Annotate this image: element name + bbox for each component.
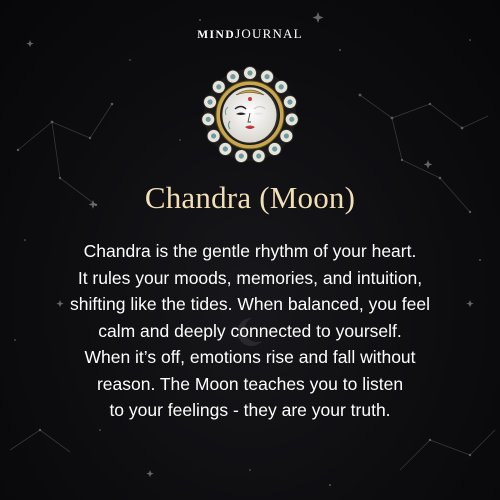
sun-moon-emblem-icon xyxy=(197,62,303,168)
brand-logo xyxy=(0,26,500,42)
brand-logo-part2: JOURNAL xyxy=(235,26,303,41)
page-title: Chandra (Moon) xyxy=(144,180,356,215)
body-line: It rules your moods, memories, and intuition, xyxy=(77,267,423,288)
body-line: Chandra is the gentle rhythm of your heart. xyxy=(83,241,417,261)
brand-logo-part1: MIND xyxy=(197,29,236,41)
body-line: shifting like the tides. When balanced, you feel xyxy=(70,294,430,314)
body-line: to your feelings - they are your truth. xyxy=(109,400,391,420)
body-line: When it’s off, emotions rise and fall without xyxy=(84,347,416,367)
body-line: calm and deeply connected to yourself. xyxy=(98,320,402,341)
body-paragraph xyxy=(40,238,460,424)
body-line: reason. The Moon teaches you to listen xyxy=(96,373,404,394)
